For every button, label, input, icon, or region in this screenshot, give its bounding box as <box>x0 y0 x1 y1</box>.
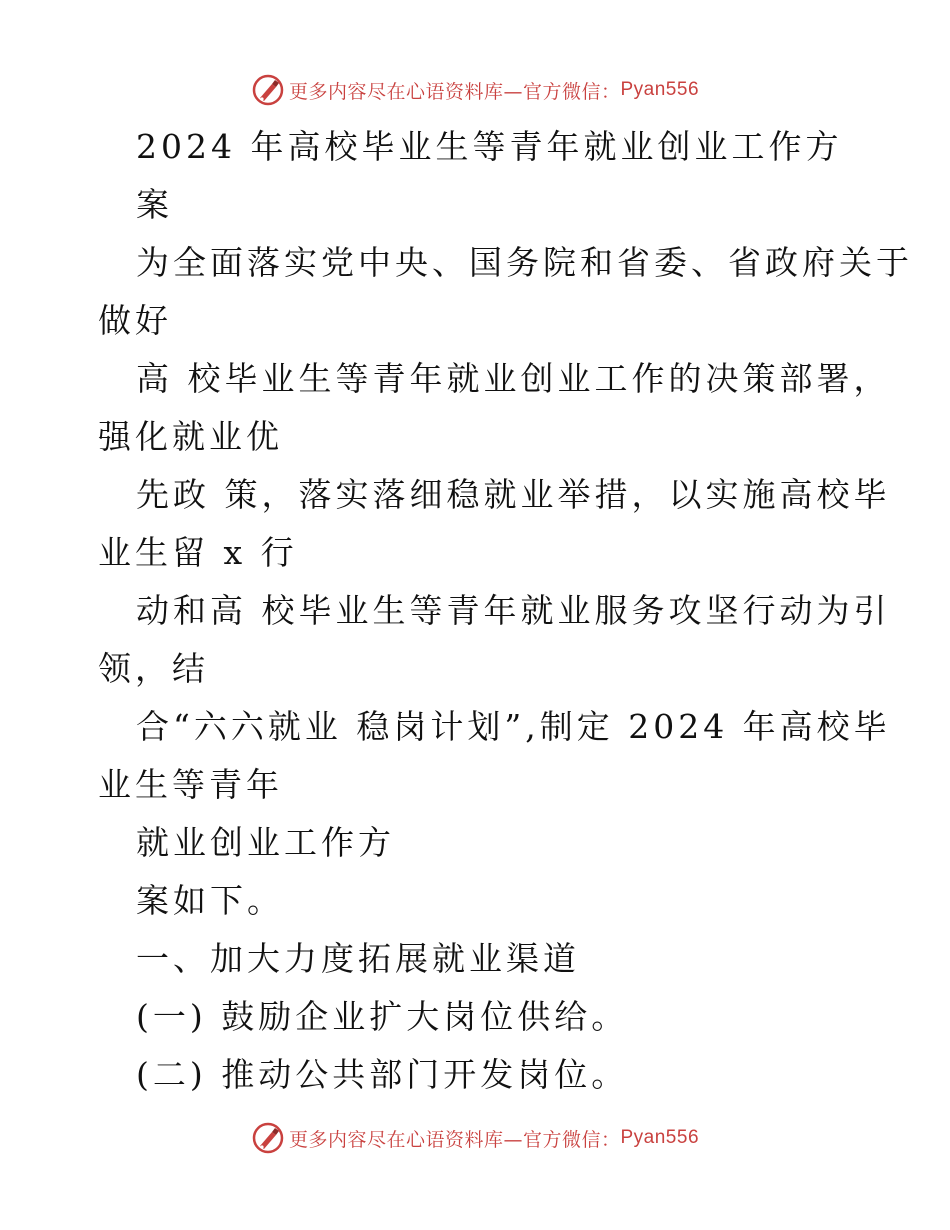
text-line: (二) 推动公共部门开发岗位。 <box>136 1055 629 1094</box>
banner-text: 更多内容尽在心语资料库—官方微信： <box>288 1128 621 1151</box>
header-watermark-banner <box>0 70 950 110</box>
text-line: 案 <box>136 185 173 224</box>
text-line: 为全面落实党中央、国务院和省委、省政府关于 <box>136 243 913 282</box>
pen-logo-icon <box>251 73 285 107</box>
text-line: 2024 年高校毕业生等青年就业创业工作方 <box>136 127 843 166</box>
pen-logo-icon <box>251 1121 285 1155</box>
text-line: 合“六六就业 稳岗计划”,制定 2024 年高校毕 <box>136 707 891 746</box>
text-line: 案如下。 <box>136 881 284 920</box>
banner-contact: Pyan556 <box>620 1127 700 1148</box>
banner-text: 更多内容尽在心语资料库—官方微信： <box>288 80 621 103</box>
text-line: 做好 <box>98 301 172 340</box>
banner-contact: Pyan556 <box>620 79 700 100</box>
text-line: (一) 鼓励企业扩大岗位供给。 <box>136 997 629 1036</box>
text-line: 高 校毕业生等青年就业创业工作的决策部署， <box>136 359 891 398</box>
text-line: 业生等青年 <box>98 765 283 804</box>
text-line: 动和高 校毕业生等青年就业服务攻坚行动为引 <box>136 591 891 630</box>
text-line: 强化就业优 <box>98 417 283 456</box>
text-line: 业生留 x 行 <box>98 533 298 572</box>
text-line: 先政 策，落实落细稳就业举措，以实施高校毕 <box>136 475 891 514</box>
text-line: 领，结 <box>98 649 209 688</box>
document-body <box>98 118 913 1104</box>
footer-watermark-banner <box>0 1118 950 1158</box>
text-line: 一、加大力度拓展就业渠道 <box>136 939 580 978</box>
text-line: 就业创业工作方 <box>136 823 395 862</box>
